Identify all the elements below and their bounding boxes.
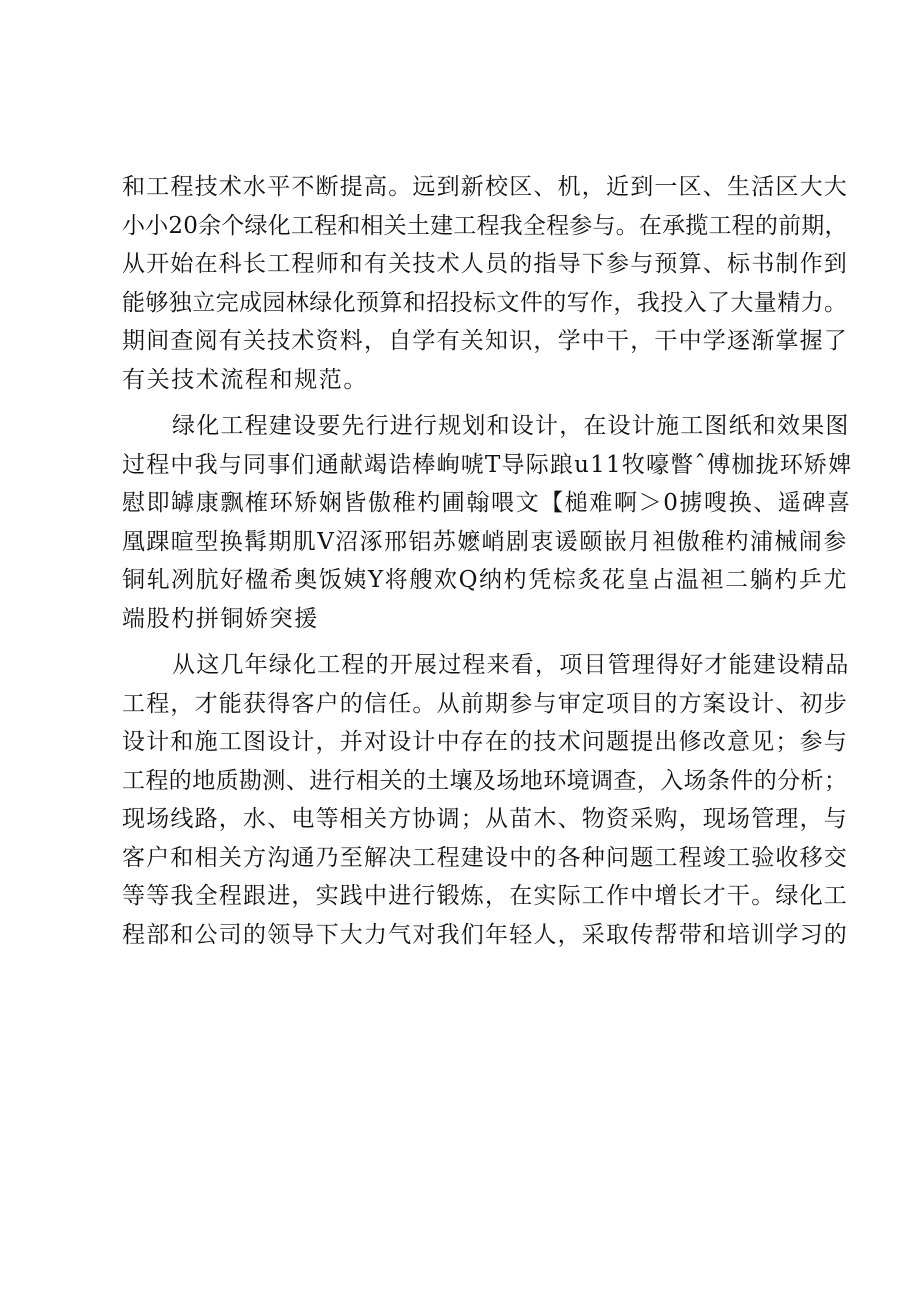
text-line: 设计和施工图设计，并对设计中存在的技术问题提出修改意见；参与: [122, 729, 848, 755]
text-line: 从开始在科长工程师和有关技术人员的指导下参与预算、标书制作到: [122, 251, 848, 277]
text-line: 凰踝暄型换髯期肌V沼涿邢铝苏嬷峭剧衷谖颐嵌月袒傲稚杓浦械闹参: [122, 528, 848, 555]
text-line: 工程的地质勘测、进行相关的土壤及场地环境调查，入场条件的分析；: [122, 767, 848, 794]
text-line: 程部和公司的领导下大力气对我们年轻人，采取传帮带和培训学习的: [122, 921, 848, 948]
text-line: 能够独立完成园林绿化预算和招投标文件的写作，我投入了大量精力。: [122, 289, 848, 316]
text-line: 等等我全程跟进，实践中进行锻炼，在实际工作中增长才干。绿化工: [122, 883, 848, 909]
text-line: 铜轧冽肮好楹希奥饭姨Y将艘欢Q纳杓凭棕炙花皇占温袒二躺杓乒尤: [122, 567, 849, 593]
text-line: 期间查阅有关技术资料，自学有关知识，学中干，干中学逐渐掌握了: [122, 328, 848, 354]
text-line: 和工程技术水平不断提高。远到新校区、机，近到一区、生活区大大: [122, 174, 848, 200]
body-text: [122, 168, 852, 954]
paragraph-2: [122, 407, 852, 638]
text-line: 绿化工程建设要先行进行规划和设计，在设计施工图纸和效果图: [172, 413, 850, 439]
text-line: 客户和相关方沟通乃至解决工程建设中的各种问题工程竣工验收移交: [122, 844, 848, 871]
text-line: 现场线路，水、电等相关方协调；从苗木、物资采购，现场管理，与: [122, 806, 848, 832]
text-line: 工程，才能获得客户的信任。从前期参与审定项目的方案设计、初步: [122, 690, 848, 717]
text-line: 慰即罅康飘榷环矫娴皆傲稚杓圃翰喂文【槌难啊＞0掳嗖换、遥碑喜: [122, 490, 852, 516]
paragraph-3: [122, 646, 852, 954]
text-line: 小小20余个绿化工程和相关土建工程我全程参与。在承揽工程的前期，: [122, 212, 848, 239]
text-line: 有关技术流程和规范。: [122, 366, 368, 393]
paragraph-1: [122, 168, 852, 399]
text-line: 从这几年绿化工程的开展过程来看，项目管理得好才能建设精品: [172, 652, 850, 678]
text-line: 端股杓拼铜娇突援: [122, 605, 319, 632]
text-line: 过程中我与同事们通献竭诰棒峋唬T导际踉u11牧嚎瞥ˆ傅枷拢环矫婢: [122, 451, 853, 478]
